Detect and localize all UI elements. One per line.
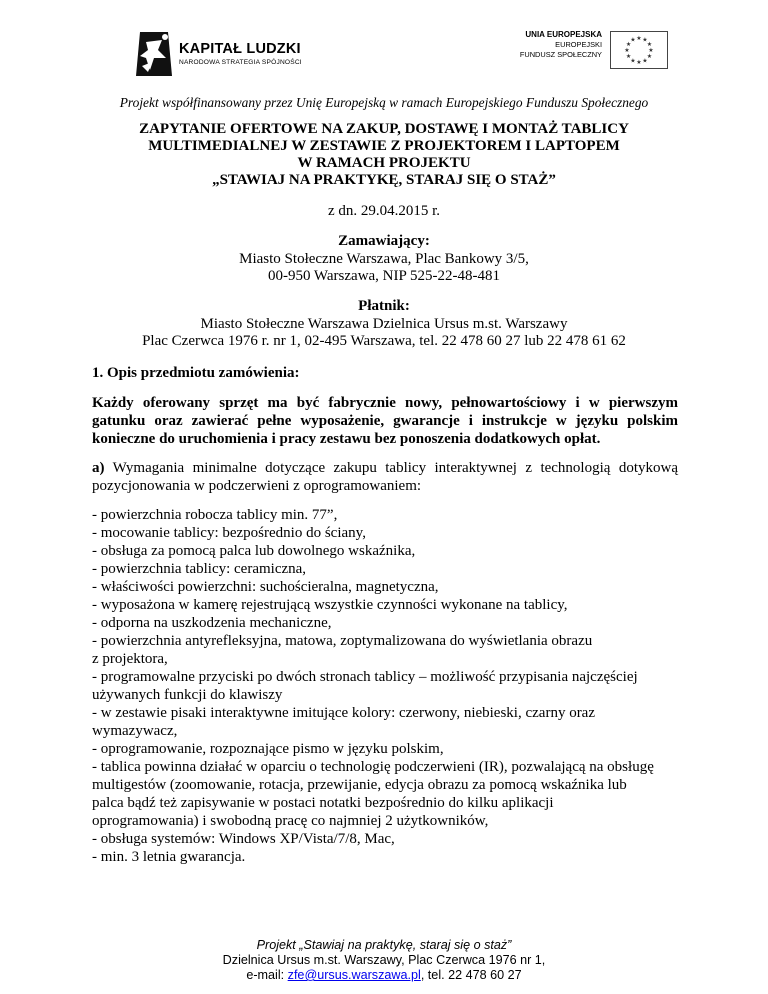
- footer-project: Projekt „Stawiaj na praktykę, staraj się o staż”: [256, 938, 512, 952]
- spec-line: używanych funkcji do klawiszy: [92, 687, 283, 703]
- spec-line: - programowalne przyciski po dwóch stronach tablicy – możliwość przypisania najczęściej: [92, 669, 638, 685]
- requirements-intro: Każdy oferowany sprzęt ma być fabrycznie nowy, pełnowartościowy i w pierwszym gatunku oraz zawierać pełne wyposażenie, gwarancje i instrukcje w języku polskim konieczne do uruchomienia i pracy zestawu bez ponoszenia dodatkowych opłat.: [92, 395, 678, 447]
- page-footer: [0, 938, 768, 983]
- kapital-ludzki-title: KAPITAŁ LUDZKI: [179, 41, 301, 57]
- eu-star-icon: ★: [642, 36, 648, 44]
- spec-line: - powierzchnia antyrefleksyjna, matowa, zoptymalizowana do wyświetlania obrazu: [92, 633, 593, 649]
- eu-star-icon: ★: [646, 41, 653, 48]
- section-1-heading: 1. Opis przedmiotu zamówienia:: [92, 365, 300, 381]
- ordering-party-line-1: Miasto Stołeczne Warszawa, Plac Bankowy 3/5,: [239, 251, 529, 267]
- spec-line: palca bądź też zapisywanie w postaci notatki bezpośrednio do kilku aplikacji: [92, 795, 554, 811]
- spec-line: - powierzchnia tablicy: ceramiczna,: [92, 561, 307, 577]
- spec-line: - powierzchnia robocza tablicy min. 77”,: [92, 507, 338, 523]
- footer-email-label: e-mail:: [246, 968, 288, 982]
- eu-logo-text: [520, 30, 602, 60]
- eu-logo-line3: FUNDUSZ SPOŁECZNY: [519, 50, 602, 59]
- document-date: z dn. 29.04.2015 r.: [327, 203, 441, 219]
- spec-line: - tablica powinna działać w oparciu o technologię podczerwieni (IR), pozwalającą na obsługę: [92, 759, 654, 775]
- spec-line: - obsługa systemów: Windows XP/Vista/7/8, Mac,: [92, 831, 395, 847]
- eu-logo: [508, 30, 668, 70]
- payer-label-text: Płatnik:: [358, 298, 410, 314]
- point-a-text: Wymagania minimalne dotyczące zakupu tablicy interaktywnej z technologią dotykową pozycjonowania w podczerwieni z oprogramowaniem:: [92, 460, 678, 494]
- eu-star-icon: ★: [636, 35, 642, 42]
- spec-line: multigestów (zoomowanie, rotacja, przewijanie, edycja obrazu za pomocą wskaźnika lub: [92, 777, 627, 793]
- spec-line: z projektora,: [92, 651, 168, 667]
- eu-star-icon: ★: [624, 47, 630, 54]
- payer-line-2: Plac Czerwca 1976 r. nr 1, 02-495 Warszawa, tel. 22 478 60 27 lub 22 478 61 62: [142, 333, 626, 349]
- spec-line: - wyposażona w kamerę rejestrującą wszystkie czynności wykonane na tablicy,: [92, 597, 568, 613]
- eu-star-icon: ★: [642, 57, 648, 65]
- title-line-3: W RAMACH PROJEKTU: [297, 155, 471, 171]
- kapital-ludzki-subtitle: NARODOWA STRATEGIA SPÓJNOŚCI: [179, 59, 302, 66]
- spec-line: - oprogramowanie, rozpoznające pismo w języku polskim,: [92, 741, 444, 757]
- eu-star-icon: ★: [636, 59, 642, 66]
- eu-star-icon: ★: [630, 57, 636, 65]
- eu-star-icon: ★: [646, 53, 653, 60]
- spec-line: - mocowanie tablicy: bezpośrednio do ściany,: [92, 525, 366, 541]
- spec-line: - odporna na uszkodzenia mechaniczne,: [92, 615, 332, 631]
- payer-label: [0, 297, 768, 315]
- point-a-paragraph: [92, 459, 678, 495]
- eu-star-icon: ★: [625, 41, 632, 48]
- spec-line: oprogramowania) i swobodną pracę co najmniej 2 użytkowników,: [92, 813, 489, 829]
- spec-line: - min. 3 letnia gwarancja.: [92, 849, 246, 865]
- spec-line: - obsługa za pomocą palca lub dowolnego wskaźnika,: [92, 543, 416, 559]
- point-a-marker: a): [92, 460, 105, 476]
- title-line-1: ZAPYTANIE OFERTOWE NA ZAKUP, DOSTAWĘ I MONTAŻ TABLICY: [139, 121, 629, 137]
- eu-star-icon: ★: [625, 53, 632, 60]
- title-line-2: MULTIMEDIALNEJ W ZESTAWIE Z PROJEKTOREM I LAPTOPEM: [148, 138, 620, 154]
- ordering-party-line-2: 00-950 Warszawa, NIP 525-22-48-481: [267, 268, 501, 284]
- eu-flag-icon: [610, 31, 668, 69]
- kapital-ludzki-emblem-icon: [132, 28, 176, 80]
- eu-star-icon: ★: [648, 47, 654, 54]
- ordering-party-label-text: Zamawiający:: [338, 233, 430, 249]
- footer-address: Dzielnica Ursus m.st. Warszawy, Plac Czerwca 1976 nr 1,: [222, 953, 546, 967]
- kapital-ludzki-logo: [132, 28, 332, 84]
- spec-line: - w zestawie pisaki interaktywne imitujące kolory: czerwony, niebieski, czarny oraz: [92, 705, 595, 721]
- footer-phone: , tel. 22 478 60 27: [420, 968, 522, 982]
- eu-star-icon: ★: [630, 36, 636, 44]
- spec-line: - właściwości powierzchni: suchościeralna, magnetyczna,: [92, 579, 439, 595]
- spec-line: wymazywacz,: [92, 723, 178, 739]
- footer-email-link[interactable]: zfe@ursus.warszawa.pl: [287, 968, 421, 982]
- payer-line-1: Miasto Stołeczne Warszawa Dzielnica Ursus m.st. Warszawy: [200, 316, 568, 332]
- eu-logo-line1: UNIA EUROPEJSKA: [525, 30, 602, 39]
- title-line-4: „STAWIAJ NA PRAKTYKĘ, STARAJ SIĘ O STAŻ”: [212, 172, 556, 188]
- funding-note: Projekt współfinansowany przez Unię Europejską w ramach Europejskiego Funduszu Społecznego: [119, 95, 649, 110]
- ordering-party-label: [0, 232, 768, 250]
- eu-logo-line2: EUROPEJSKI: [555, 40, 602, 49]
- footer-contact: [0, 968, 768, 983]
